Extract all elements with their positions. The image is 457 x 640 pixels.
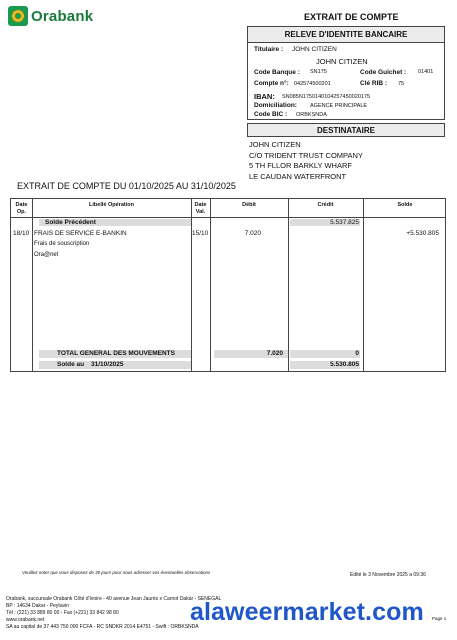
solde-precedent-label: Solde Précédent (45, 219, 96, 226)
cle-rib-value: 75 (398, 81, 405, 87)
footer-line: www.orabank.net (6, 617, 45, 623)
column-divider (191, 199, 192, 371)
address-line: JOHN CITIZEN (249, 140, 301, 149)
orabank-logo-icon (8, 6, 28, 26)
bic-label: Code BIC : (254, 111, 288, 118)
code-guichet-value: 01401 (418, 69, 434, 75)
solde-au-credit: 5.530.805 (330, 361, 359, 368)
titulaire-value: JOHN CITIZEN (292, 46, 337, 53)
solde-au-label: Solde au (57, 361, 85, 368)
header-credit: Crédit (317, 202, 334, 208)
iban-value: SN085N1750140104257450020175 (282, 94, 371, 100)
footer-line: Tél : (221) 33 889 80 00 - Fax (+221) 33 842 98 80 (6, 610, 119, 616)
code-guichet-label: Code Guichet : (360, 69, 407, 76)
row-libelle-2: Frais de souscription (34, 241, 90, 247)
row-libelle-3: Ora@net (34, 252, 59, 258)
column-divider (288, 199, 289, 371)
code-banque-value: SN175 (310, 69, 327, 75)
rib-box (247, 26, 445, 120)
row-libelle: FRAIS DE SERVICE E-BANKIN (34, 230, 127, 237)
address-line: LE CAUDAN WATERFRONT (249, 171, 347, 181)
total-debit: 7.020 (266, 350, 283, 357)
edit-date: Edité le 3 Novembre 2025 a 09:36 (350, 572, 426, 578)
titulaire-label: Titulaire : (254, 46, 284, 53)
column-divider (363, 199, 364, 371)
rib-title: RELEVE D'IDENTITE BANCAIRE (248, 27, 444, 43)
row-date-val: 15/10 (192, 230, 209, 237)
statement-table (10, 198, 446, 372)
footer-line: BP : 14634 Dakar - Peytavin (6, 603, 69, 609)
code-banque-label: Code Banque : (254, 69, 300, 76)
header-date-val: Date Val. (194, 202, 207, 215)
domiciliation-label: Domiciliation: (254, 102, 297, 109)
header-debit: Débit (242, 202, 256, 208)
destinataire-address (249, 140, 363, 182)
compte-value: 042574500201 (294, 81, 331, 87)
column-divider (210, 199, 211, 371)
footer-address (6, 596, 221, 631)
address-line: C/O TRIDENT TRUST COMPANY (249, 150, 363, 160)
header-libelle: Libellé Opération (89, 202, 134, 208)
watermark: alaweermarket.com (190, 598, 424, 626)
page-number: Page 1 (432, 616, 447, 621)
brand-name: Orabank (31, 7, 94, 25)
header-divider (11, 217, 445, 218)
header-date-op: Date Op. (15, 202, 28, 215)
row-solde: +5.530.805 (406, 230, 439, 237)
row-date-op: 18/10 (13, 230, 30, 237)
total-label: TOTAL GENERAL DES MOUVEMENTS (57, 350, 175, 357)
compte-label: Compte n°: (254, 80, 289, 87)
total-credit: 0 (355, 350, 359, 357)
footer-line: SA au capital de 37 443 750 000 FCFA - RC SNDKR 2014 E4751 - Swift : ORBKSNDA (6, 624, 199, 630)
total-credit-shade (290, 350, 360, 358)
destinataire-title: DESTINATAIRE (247, 123, 445, 137)
cle-rib-label: Clé RIB : (360, 80, 388, 87)
titulaire-value-2: JOHN CITIZEN (316, 57, 368, 66)
bic-value: ORBKSNDA (296, 112, 327, 118)
row-debit: 7.020 (244, 230, 261, 237)
orabank-logo (8, 6, 93, 26)
footer-note: Veuillez noter que vous disposez de 30 jours pour nous adresser vos éventuelles observations (22, 570, 211, 575)
column-divider (32, 199, 33, 371)
statement-period: EXTRAIT DE COMPTE DU 01/10/2025 AU 31/10/2025 (17, 181, 236, 191)
solde-precedent-credit: 5.537.825 (330, 219, 359, 226)
footer-line: Orabank, succursale Orabank Côté d'Ivoire - 40 avenue Jean Jaurès x Carnot Dakar - SENEGAL (6, 596, 222, 602)
domiciliation-value: AGENCE PRINCIPALE (310, 103, 368, 109)
document-title: EXTRAIT DE COMPTE (304, 12, 399, 22)
header-solde: Solde (397, 202, 413, 208)
iban-label: IBAN: (254, 92, 275, 101)
address-line: 5 TH FLLOR BARKLY WHARF (249, 161, 352, 170)
solde-au-date: 31/10/2025 (91, 361, 124, 368)
